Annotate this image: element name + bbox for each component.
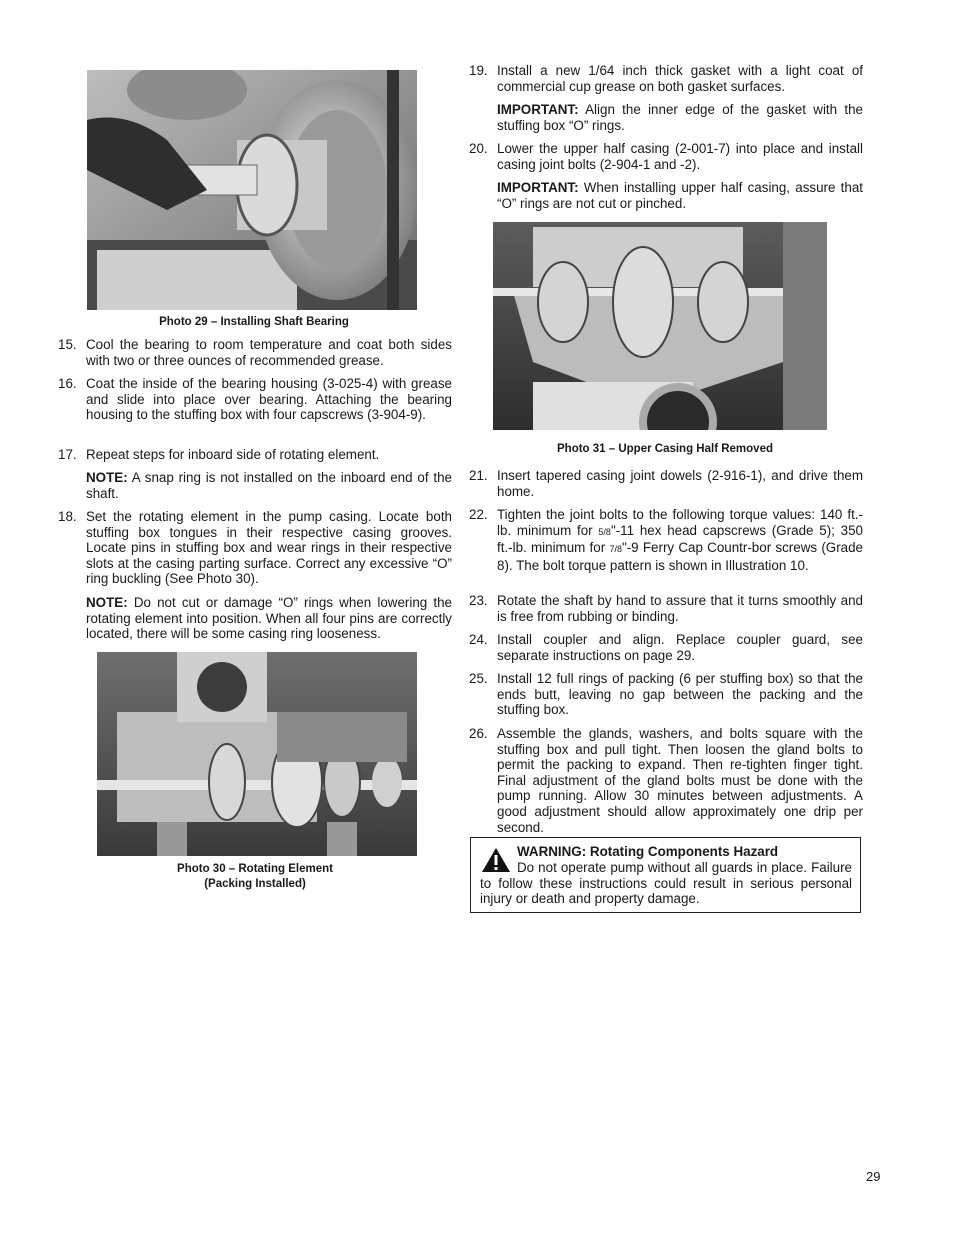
step-text-a: Tighten the joint bolts to the following torque values: 140 ft.-lb. minimum for — [497, 507, 863, 538]
photo-30-caption — [97, 862, 413, 892]
step-19 — [469, 63, 863, 94]
note-label: IMPORTANT: — [497, 102, 579, 117]
step-text: Assemble the glands, washers, and bolts square with the stuffing box and pull tight. Then loosen the gland bolts to permit the packing to expand. Then re-tighten finger tight. Final adjustment of the gland bolts must be done with the pump running. Allow 30 minutes between adjustments. A good adjustment should allow approximately one drip per second. — [497, 726, 863, 835]
step-18 — [58, 509, 452, 587]
step-24 — [469, 632, 863, 663]
step-23 — [469, 593, 863, 624]
note-text: When installing upper half casing, assure that “O” rings are not cut or pinched. — [497, 180, 863, 211]
step-number: 19. — [469, 63, 488, 78]
caption-line-2: (Packing Installed) — [204, 878, 306, 890]
fraction: 5/8 — [598, 526, 611, 537]
step-number: 17. — [58, 447, 77, 462]
note-label: NOTE: — [86, 595, 128, 610]
step-text: Cool the bearing to room temperature and coat both sides with two or three ounces of recommended grease. — [86, 337, 452, 368]
step-text-b: "-11 hex head capscrews (Grade 5); 350 ft.-lb. minimum for — [497, 522, 863, 556]
photo-31-caption: Photo 31 – Upper Casing Half Removed — [557, 443, 773, 455]
step-21 — [469, 468, 863, 499]
page-number: 29 — [866, 1169, 881, 1184]
note-label: NOTE: — [86, 470, 128, 485]
step-26 — [469, 726, 863, 835]
note-text: Do not cut or damage “O” rings when lowering the rotating element into position. When all four pins are correctly located, there will be some casing ring looseness. — [86, 595, 452, 642]
step-number: 22. — [469, 507, 488, 522]
step-16 — [58, 376, 452, 423]
step-text: Install coupler and align. Replace coupler guard, see separate instructions on page 29. — [497, 632, 863, 663]
step-number: 20. — [469, 141, 488, 156]
step-text: Insert tapered casing joint dowels (2-916-1), and drive them home. — [497, 468, 863, 499]
photo-31-upper-casing-removed — [493, 222, 827, 430]
warning-text: Do not operate pump without all guards in place. Failure to follow these instructions could result in serious personal injury or death and property damage. — [480, 860, 852, 907]
step-number: 15. — [58, 337, 77, 352]
step-number: 23. — [469, 593, 488, 608]
photo-29-installing-shaft-bearing — [87, 70, 417, 310]
step-17 — [58, 447, 452, 463]
step-number: 25. — [469, 671, 488, 686]
note-17 — [86, 470, 452, 501]
note-20 — [497, 180, 863, 211]
step-text — [497, 507, 863, 573]
photo-29-caption: Photo 29 – Installing Shaft Bearing — [159, 316, 349, 328]
warning-title: WARNING: Rotating Components Hazard — [517, 844, 779, 859]
step-15 — [58, 337, 452, 368]
step-text: Coat the inside of the bearing housing (3-025-4) with grease and slide into place over bearing. Attaching the bearing housing to the stuffing box with four capscrews (3-904-9). — [86, 376, 452, 423]
note-19 — [497, 102, 863, 133]
step-number: 24. — [469, 632, 488, 647]
step-text-c: "-9 Ferry Cap Countr-bor screws (Grade 8). The bolt torque pattern is shown in Illustration 10. — [497, 540, 863, 573]
photo-30-rotating-element — [97, 652, 417, 856]
step-text: Repeat steps for inboard side of rotating element. — [86, 447, 380, 462]
step-25 — [469, 671, 863, 718]
step-22 — [469, 507, 863, 573]
step-text: Install a new 1/64 inch thick gasket with a light coat of commercial cup grease on both gasket surfaces. — [497, 63, 863, 94]
note-label: IMPORTANT: — [497, 180, 579, 195]
caption-line-1: Photo 30 – Rotating Element — [177, 863, 333, 875]
step-text: Rotate the shaft by hand to assure that it turns smoothly and is free from rubbing or binding. — [497, 593, 863, 624]
step-number: 26. — [469, 726, 488, 741]
note-18 — [86, 595, 452, 642]
step-20 — [469, 141, 863, 172]
fraction: 7/8 — [609, 544, 622, 555]
step-number: 21. — [469, 468, 488, 483]
note-text: A snap ring is not installed on the inboard end of the shaft. — [86, 470, 452, 501]
step-text: Set the rotating element in the pump casing. Locate both stuffing box tongues in their respective casing grooves. Locate pins in stuffing box and wear rings in their respective slots at the casing parting surface. Correct any excessive “O” ring buckling (See Photo 30). — [86, 509, 452, 587]
step-text: Install 12 full rings of packing (6 per stuffing box) so that the ends butt, leaving no gap between the packing and the stuffing box. — [497, 671, 863, 718]
step-text: Lower the upper half casing (2-001-7) into place and install casing joint bolts (2-904-1 and -2). — [497, 141, 863, 172]
step-number: 18. — [58, 509, 77, 524]
warning-box — [470, 837, 861, 913]
step-number: 16. — [58, 376, 77, 391]
note-text: Align the inner edge of the gasket with the stuffing box “O” rings. — [497, 102, 863, 133]
